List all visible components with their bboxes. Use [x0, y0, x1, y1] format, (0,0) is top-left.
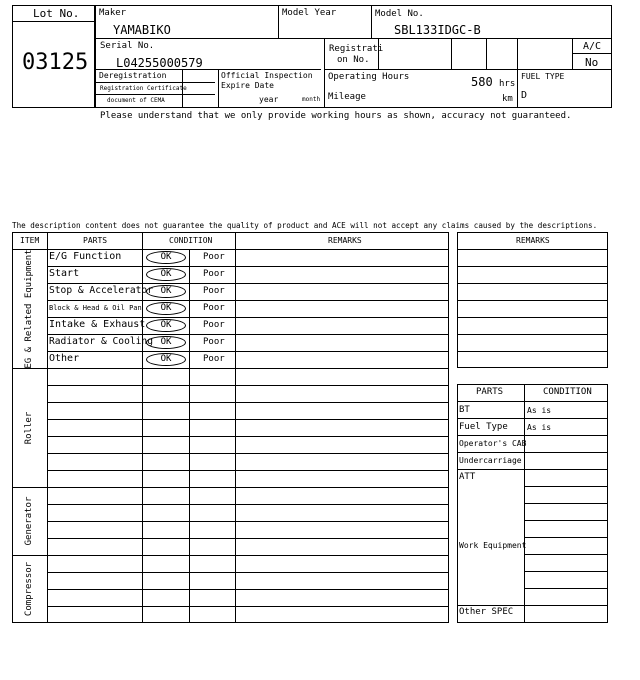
eg-poor-label: Poor [203, 337, 225, 347]
table-rule [457, 435, 608, 436]
hrs-label: hrs [499, 79, 516, 89]
bt-value: As is [527, 406, 552, 415]
eg-ok-mark: OK [146, 353, 186, 366]
table-rule [47, 436, 449, 437]
eg-ok-mark: OK [146, 319, 186, 332]
model-no-label: Model No. [375, 9, 424, 19]
model-year-label: Model Year [282, 8, 337, 18]
table-rule [524, 537, 608, 538]
table-rule [47, 572, 449, 573]
fuel-type-row-value: As is [527, 423, 552, 432]
eg-part-label: Other [49, 353, 80, 364]
year-label: year [259, 95, 279, 104]
km-label: km [502, 94, 513, 104]
lot-label: Lot No. [33, 7, 80, 20]
col-remarks-header: REMARKS [328, 236, 362, 245]
side-parts-header: PARTS [476, 387, 504, 397]
group-roller-label: Roller [24, 411, 34, 445]
eg-poor-label: Poor [203, 252, 225, 262]
side-condition-header: CONDITION [543, 387, 592, 397]
table-rule [47, 402, 449, 403]
table-rule [457, 334, 608, 335]
group-eg-label: EG & Related Equipment [24, 249, 34, 369]
table-rule [457, 351, 608, 352]
table-rule [457, 317, 608, 318]
table-rule [47, 317, 449, 318]
table-rule [47, 266, 449, 267]
table-rule [524, 503, 608, 504]
table-rule [47, 538, 449, 539]
table-rule [47, 351, 449, 352]
hours-notice: Please understand that we only provide working hours as shown, accuracy not guaranteed. [100, 111, 572, 121]
eg-part-label: Radiator & Cooling [49, 336, 153, 347]
operating-hours-label: Operating Hours [328, 72, 410, 82]
table-rule [47, 334, 449, 335]
serial-value: L04255000579 [116, 56, 203, 70]
registration-certificate-label: Registration Certificate [100, 85, 187, 92]
table-rule [524, 605, 608, 606]
eg-ok-mark: OK [146, 251, 186, 264]
group-compressor-label: Compressor [24, 561, 34, 617]
bt-label: BT [459, 405, 470, 415]
registration-label-1: Registrati [329, 44, 384, 54]
table-rule [457, 266, 608, 267]
table-rule [47, 453, 449, 454]
eg-ok-mark: OK [146, 268, 186, 281]
table-rule [47, 419, 449, 420]
fuel-type-label: FUEL TYPE [521, 72, 565, 81]
eg-poor-label: Poor [203, 354, 225, 364]
group-generator-label: Generator [24, 496, 34, 546]
undercarriage-label: Undercarriage [459, 456, 522, 465]
other-spec-label: Other SPEC [459, 607, 514, 617]
table-rule [524, 588, 608, 589]
table-rule [47, 606, 449, 607]
disclaimer: The description content does not guarantee the quality of product and ACE will not accept any claims caused by the descriptions. [12, 221, 598, 230]
inspection-label-1: Official Inspection [221, 71, 313, 80]
work-equipment-label: Work Equipment [459, 541, 527, 550]
table-rule [457, 418, 608, 419]
table-rule [47, 283, 449, 284]
ac-label: A/C [583, 41, 602, 52]
lot-number: 03125 [22, 50, 89, 75]
fuel-type-value: D [521, 90, 528, 101]
att-label: ATT [459, 472, 476, 482]
table-rule [457, 605, 524, 606]
table-rule [524, 554, 608, 555]
table-rule [457, 300, 608, 301]
eg-poor-label: Poor [203, 303, 225, 313]
serial-label: Serial No. [100, 41, 155, 51]
cema-label: document of CEMA [107, 97, 165, 104]
table-rule [47, 470, 449, 471]
table-rule [47, 300, 449, 301]
model-no-value: SBL133IDGC-B [394, 23, 481, 37]
inspection-label-2: Expire Date [221, 81, 274, 90]
eg-part-label: Stop & Accelerator [49, 285, 153, 296]
table-rule [47, 521, 449, 522]
registration-label-2: on No. [337, 55, 370, 65]
table-rule [47, 385, 449, 386]
col-item-header: ITEM [20, 236, 40, 245]
deregistration-label: Deregistration [99, 71, 167, 80]
table-rule [47, 589, 449, 590]
ac-value: No [585, 56, 599, 69]
eg-poor-label: Poor [203, 286, 225, 296]
eg-part-label: Block & Head & Oil Pan [49, 304, 142, 312]
col-parts-header: PARTS [83, 236, 108, 245]
table-rule [457, 283, 608, 284]
maker-label: Maker [99, 8, 127, 18]
mileage-label: Mileage [328, 92, 366, 102]
eg-ok-mark: OK [146, 336, 186, 349]
operator-cab-label: Operator's CAB [459, 439, 527, 448]
side-remarks-header: REMARKS [516, 236, 550, 245]
table-rule [524, 486, 608, 487]
eg-part-label: Start [49, 268, 80, 279]
table-rule [457, 401, 608, 402]
fuel-type-row-label: Fuel Type [459, 422, 508, 432]
eg-poor-label: Poor [203, 320, 225, 330]
eg-ok-mark: OK [146, 302, 186, 315]
col-condition-header: CONDITION [169, 236, 213, 245]
operating-hours-value: 580 [471, 75, 493, 89]
maker-value: YAMABIKO [113, 23, 171, 37]
eg-part-label: E/G Function [49, 251, 122, 262]
month-label: month [302, 96, 321, 103]
table-rule [457, 469, 608, 470]
eg-part-label: Intake & Exhaust [49, 319, 146, 330]
table-rule [524, 520, 608, 521]
eg-ok-mark: OK [146, 285, 186, 298]
eg-poor-label: Poor [203, 269, 225, 279]
table-rule [524, 571, 608, 572]
table-rule [457, 452, 608, 453]
table-rule [47, 504, 449, 505]
